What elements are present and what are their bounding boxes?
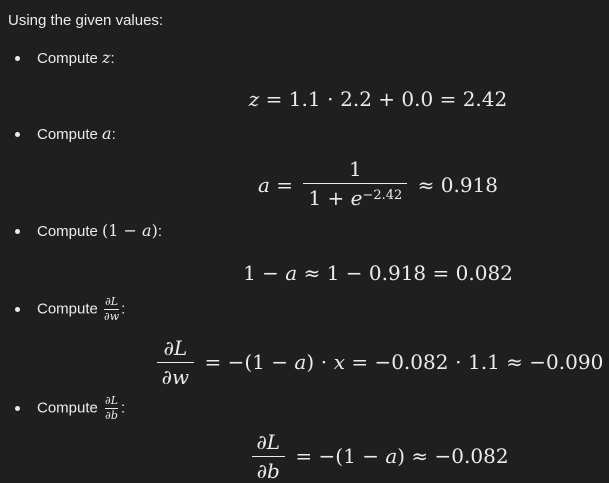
equation-a — [8, 158, 609, 213]
label-text: Compute — [37, 399, 103, 417]
fraction-denominator: ∂b — [252, 456, 285, 482]
label-text: Compute — [37, 223, 103, 240]
bullet-label — [37, 50, 115, 67]
list-item-compute-one-minus-a — [8, 223, 609, 285]
math-text: = −0.082 ⋅ 1.1 ≈ −0.090 — [344, 350, 604, 375]
math-superscript: −2.42 — [362, 188, 403, 203]
fraction-denominator — [303, 183, 407, 213]
math-text: ) ≈ −0.082 — [397, 444, 509, 469]
math-text: ) ⋅ — [306, 350, 334, 375]
math-var: a — [285, 261, 298, 285]
math-var: a — [294, 350, 307, 375]
math-text: ≈ 0.918 — [411, 173, 499, 197]
bullet-label-row — [8, 296, 609, 323]
bullet-label-row — [8, 126, 609, 143]
list-item-compute-dldw — [8, 296, 609, 388]
math-var: z — [248, 87, 260, 111]
bullet-icon — [15, 132, 20, 137]
list-item-compute-a — [8, 126, 609, 213]
fraction-denominator: ∂w — [157, 362, 194, 388]
fraction-denominator: ∂w — [104, 310, 120, 324]
label-text: : — [121, 399, 126, 417]
bullet-label-row — [8, 395, 609, 422]
list-item-compute-z — [8, 50, 609, 111]
math-var: x — [333, 350, 345, 375]
bullet-label — [37, 296, 125, 323]
steps-list — [8, 50, 609, 482]
math-text: 1 + — [308, 186, 351, 210]
inline-fraction — [104, 395, 119, 422]
math-text: ≈ 1 − 0.918 = 0.082 — [297, 261, 513, 285]
math-var: a — [142, 221, 152, 240]
fraction-numerator: 1 — [348, 157, 362, 181]
bullet-label — [37, 223, 162, 240]
bullet-label — [37, 395, 125, 422]
bullet-label-row — [8, 223, 609, 240]
math-text: (1 − — [102, 221, 143, 240]
label-text: Compute — [37, 300, 103, 318]
equation-z — [8, 88, 609, 111]
label-text: Compute — [37, 126, 103, 143]
label-text: : — [157, 223, 163, 240]
math-var: a — [385, 444, 398, 469]
intro-text: Using the given values: — [8, 12, 164, 29]
label-text: Compute — [37, 50, 103, 67]
fraction — [157, 337, 194, 388]
math-var: e — [350, 186, 363, 210]
label-text: : — [111, 126, 116, 143]
bullet-icon — [15, 229, 20, 234]
bullet-icon — [15, 406, 20, 411]
bullet-label — [37, 126, 116, 143]
label-text: : — [110, 50, 115, 67]
fraction-denominator: ∂b — [105, 409, 118, 423]
bullet-label-row — [8, 50, 609, 67]
bullet-icon — [15, 307, 20, 312]
math-text: = −(1 − — [289, 444, 386, 469]
fraction-numerator: ∂L — [105, 394, 119, 408]
inline-fraction — [104, 296, 119, 323]
equation-dldw — [8, 337, 609, 388]
math-text: = — [269, 173, 300, 197]
list-item-compute-dldb — [8, 395, 609, 482]
math-text: ) — [151, 221, 158, 240]
math-text: 1 − — [243, 261, 286, 285]
math-text: = 1.1 ⋅ 2.2 + 0.0 = 2.42 — [259, 87, 508, 111]
math-text: = −(1 − — [198, 350, 295, 375]
math-var: z — [102, 48, 111, 67]
math-var: a — [102, 124, 112, 143]
fraction-numerator: ∂L — [163, 336, 188, 361]
fraction-numerator: ∂L — [105, 295, 119, 308]
equation-one-minus-a — [8, 262, 609, 285]
fraction-numerator: ∂L — [256, 430, 281, 455]
fraction — [303, 158, 407, 213]
label-text: : — [121, 300, 126, 318]
math-var: a — [257, 173, 270, 197]
bullet-icon — [15, 56, 20, 61]
